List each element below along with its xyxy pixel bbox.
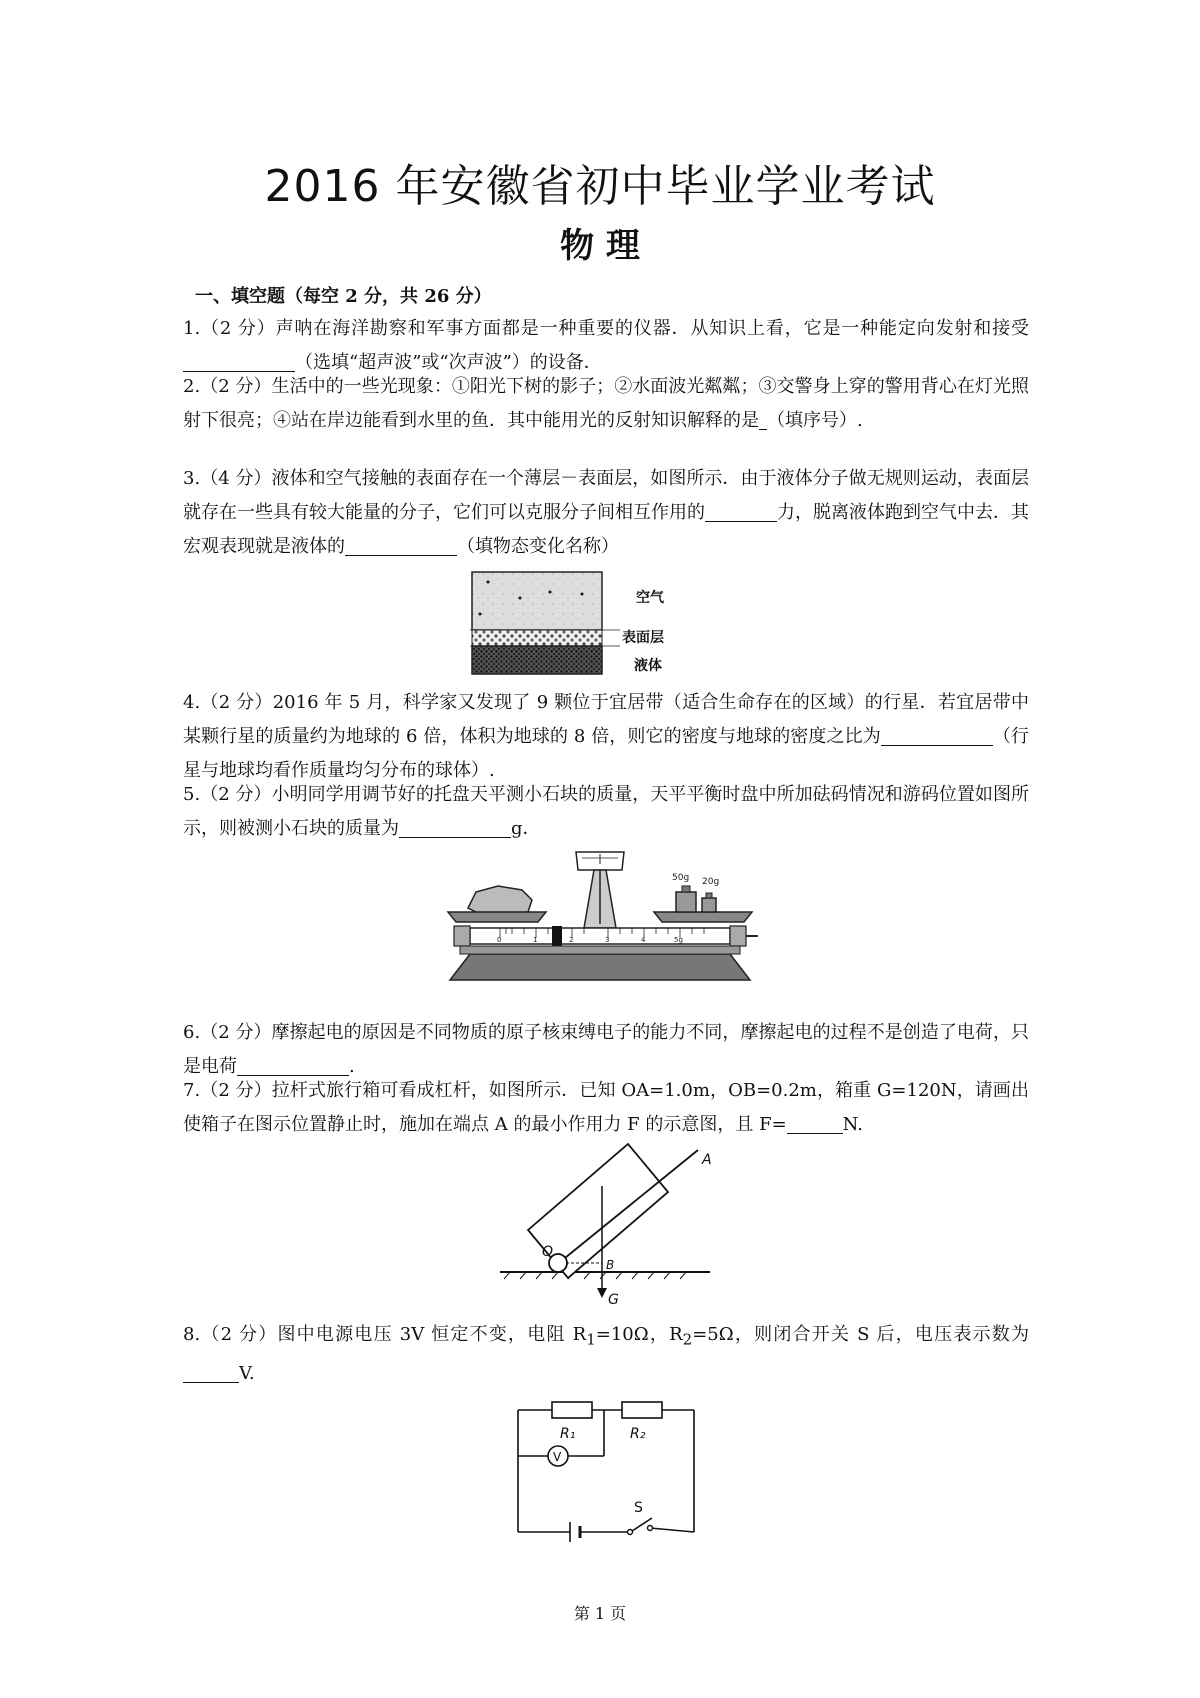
q8-text-after: V.: [239, 1362, 255, 1384]
q4-text-after: （行星与地球均看作质量均匀分布的球体）.: [183, 726, 1029, 781]
rider: [552, 926, 562, 946]
label-B: B: [606, 1258, 615, 1272]
q1-blank[interactable]: [183, 349, 295, 372]
exam-title: 2016 年安徽省初中毕业学业考试: [264, 161, 936, 212]
page-footer: 第 1 页: [573, 1604, 627, 1623]
q1-text: 1.（2 分）声呐在海洋勘察和军事方面都是一种重要的仪器．从知识上看，它是一种能定向发射和接受: [183, 318, 1029, 339]
label-A: A: [702, 1152, 712, 1168]
q5-text: 5.（2 分）小明同学用调节好的托盘天平测小石块的质量，天平平衡时盘中所加砝码情况和游码位置如图所示，则被测小石块的质量为: [183, 784, 1029, 839]
scale-label-1: 1: [533, 936, 538, 944]
circuit-figure: [512, 1398, 702, 1543]
q2-text-after: （填序号）.: [767, 410, 863, 431]
question-2: [183, 370, 1029, 438]
scale-label-0: 0: [497, 936, 502, 944]
q3-text-after: （填物态变化名称）: [457, 536, 619, 557]
question-8: [183, 1318, 1029, 1391]
weight-20g-label: 20g: [702, 877, 720, 887]
question-4: [183, 686, 1029, 788]
q6-blank[interactable]: [237, 1053, 349, 1076]
q3-blank-2[interactable]: [345, 533, 457, 556]
scale-label-2: 2: [569, 936, 574, 944]
resistor-R1: [552, 1402, 592, 1418]
surface-layer-figure: [470, 570, 700, 676]
q1-text-after: （选填“超声波”或“次声波”）的设备．: [295, 352, 602, 373]
q8-text-3: =5Ω，则闭合开关 S 后，电压表示数为: [692, 1324, 1030, 1345]
label-R1: R₁: [560, 1426, 576, 1442]
q7-text: 7.（2 分）拉杆式旅行箱可看成杠杆，如图所示．已知 OA=1.0m，OB=0.2m，箱重 G=120N，请画出使箱子在图示位置静止时，施加在端点 A 的最小作用力 F 的示意图，且 F=: [183, 1080, 1029, 1135]
q8-blank[interactable]: [183, 1360, 239, 1383]
question-5: [183, 778, 1029, 846]
weight-50g: [676, 892, 696, 912]
balance-base: [450, 954, 750, 980]
surface-label: 表面层: [622, 630, 664, 646]
voltmeter-label: V: [553, 1450, 562, 1464]
q8-text-1: 8.（2 分）图中电源电压 3V 恒定不变，电阻 R: [183, 1324, 587, 1345]
right-pan: [654, 912, 752, 922]
q3-text: 3.（4 分）液体和空气接触的表面存在一个薄层－表面层，如图所示．由于液体分子做无规则运动，表面层就存在一些具有较大能量的分子，它们可以克服分子间相互作用的: [183, 468, 1029, 523]
q4-blank[interactable]: [881, 723, 993, 746]
q8-sub-1: 1: [586, 1330, 596, 1349]
label-R2: R₂: [630, 1426, 646, 1442]
surface-region: [472, 630, 602, 646]
q4-text: 4.（2 分）2016 年 5 月，科学家又发现了 9 颗位于宜居带（适合生命存在的区域）的行星．若宜居带中某颗行星的质量约为地球的 6 倍，体积为地球的 8 倍，则它的密度与地球的密度之比为: [183, 692, 1029, 747]
question-7: [183, 1074, 1029, 1142]
q3-blank-1[interactable]: [705, 499, 777, 522]
q8-text-2: =10Ω，R: [595, 1324, 683, 1345]
subject-title: 物 理: [560, 226, 640, 266]
q6-text-after: .: [349, 1056, 355, 1077]
q7-blank[interactable]: [787, 1111, 843, 1134]
scale-label-5: 5g: [674, 936, 683, 944]
weight-20g: [702, 898, 716, 912]
q8-sub-2: 2: [682, 1330, 693, 1349]
q2-blank[interactable]: [759, 407, 767, 430]
balance-figure: [440, 850, 760, 990]
section-heading: 一、填空题（每空 2 分，共 26 分）: [195, 286, 492, 307]
question-3: [183, 462, 1029, 564]
q3-text-middle: 力，脱离液体跑到空气中去．其宏观表现就是液体的: [183, 502, 1029, 557]
q6-text: 6.（2 分）摩擦起电的原因是不同物质的原子核束缚电子的能力不同，摩擦起电的过程不是创造了电荷，只是电荷: [183, 1022, 1029, 1077]
q5-text-after: g．: [511, 818, 541, 839]
liquid-label: 液体: [634, 658, 662, 674]
q5-blank[interactable]: [399, 815, 511, 838]
scale-label-3: 3: [605, 936, 610, 944]
left-pan: [448, 912, 546, 922]
label-G: G: [608, 1292, 619, 1307]
q2-text: 2.（2 分）生活中的一些光现象：①阳光下树的影子；②水面波光粼粼；③交警身上穿的警用背心在灯光照射下很亮；④站在岸边能看到水里的鱼．其中能用光的反射知识解释的是: [183, 376, 1029, 431]
label-O: O: [542, 1244, 554, 1260]
scale-label-4: 4: [641, 936, 646, 944]
liquid-region: [472, 646, 602, 674]
air-label: 空气: [636, 590, 664, 606]
resistor-R2: [622, 1402, 662, 1418]
weight-50g-label: 50g: [672, 873, 690, 883]
beam-scale: [470, 928, 730, 944]
label-S: S: [634, 1500, 643, 1516]
luggage-lever-figure: [490, 1142, 730, 1307]
air-region: [472, 572, 602, 630]
q7-text-after: N.: [842, 1114, 863, 1135]
stone-icon: [468, 886, 532, 914]
